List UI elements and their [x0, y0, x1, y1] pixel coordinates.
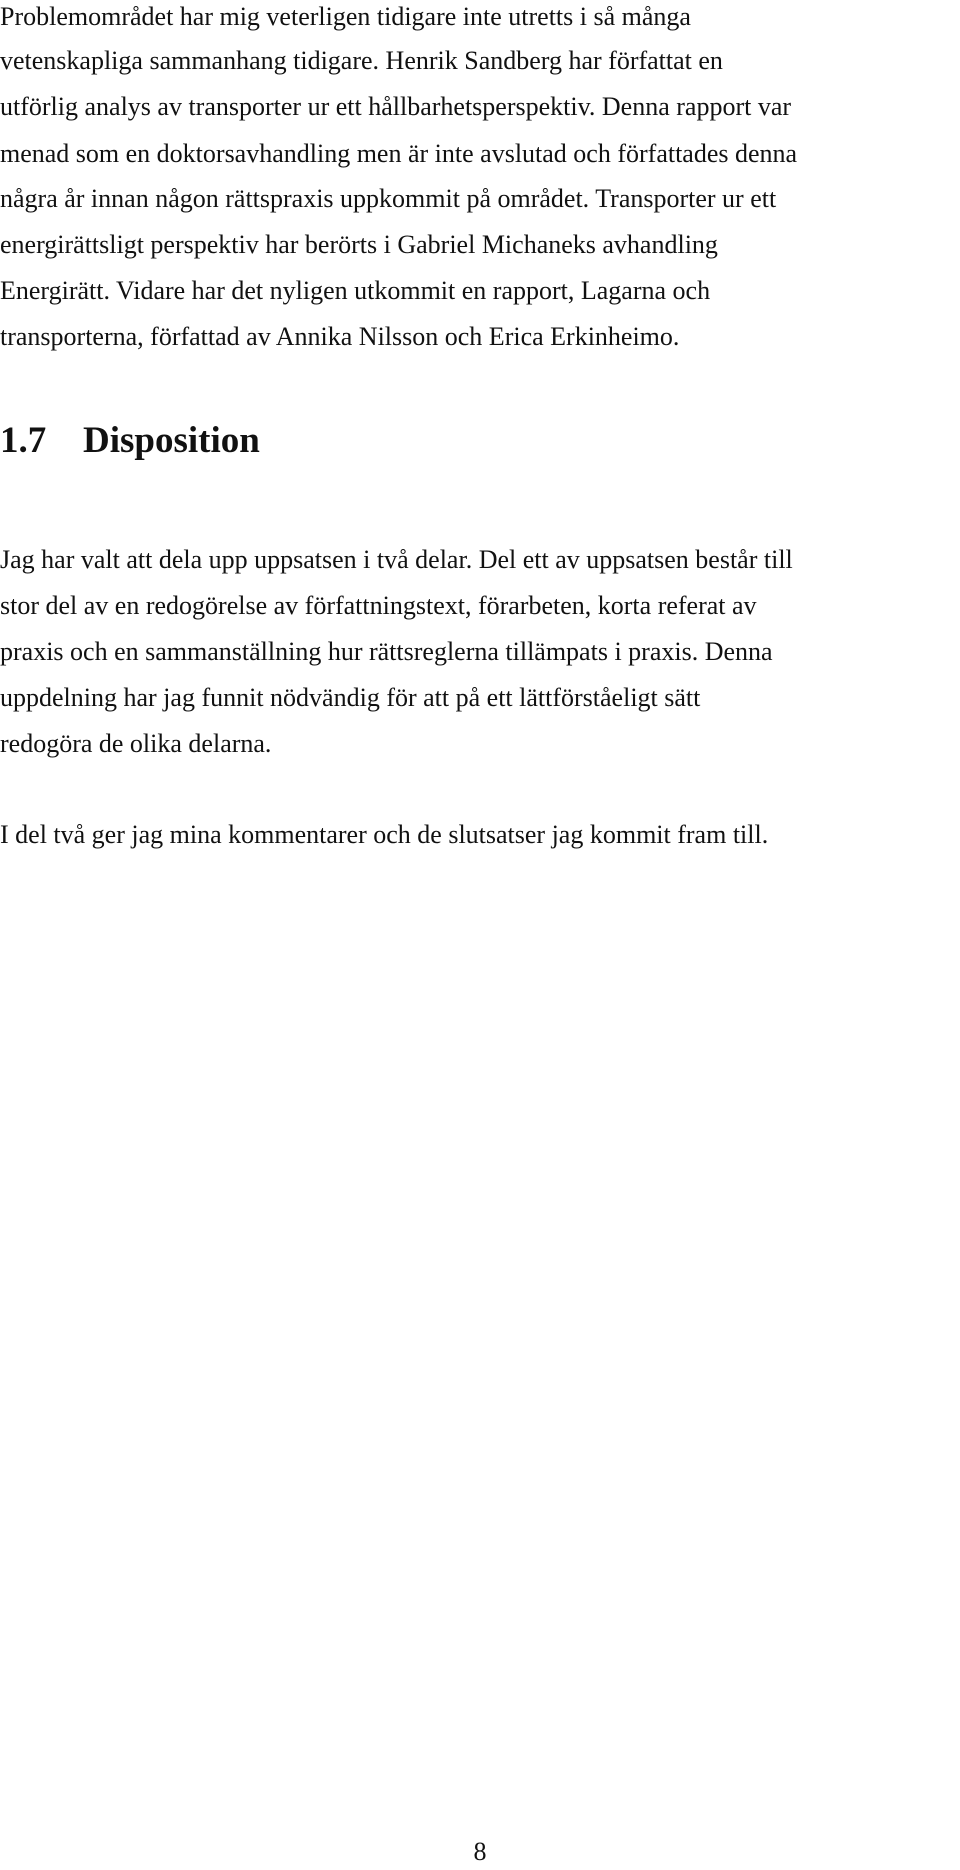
text-line: menad som en doktorsavhandling men är inte avslutad och författades denna [0, 139, 798, 168]
text-line: energirättsligt perspektiv har berörts i Gabriel Michaneks avhandling [0, 230, 718, 259]
text-line: några år innan någon rättspraxis uppkommit på området. Transporter ur ett [0, 184, 777, 213]
text-line: I del två ger jag mina kommentarer och de slutsatser jag kommit fram till. [0, 820, 769, 849]
text-line: uppdelning har jag funnit nödvändig för att på ett lättförståeligt sätt [0, 683, 701, 712]
section-heading [0, 420, 260, 462]
text-line: vetenskapliga sammanhang tidigare. Henrik Sandberg har författat en [0, 46, 723, 75]
text-line: Problemområdet har mig veterligen tidigare inte utretts i så många [0, 2, 691, 31]
text-line: transporterna, författad av Annika Nilsson och Erica Erkinheimo. [0, 322, 680, 351]
page-number: 8 [473, 1837, 487, 1866]
text-line: utförlig analys av transporter ur ett hållbarhetsperspektiv. Denna rapport var [0, 92, 792, 121]
section-title: Disposition [83, 420, 260, 461]
text-line: redogöra de olika delarna. [0, 729, 272, 758]
text-line: Energirätt. Vidare har det nyligen utkommit en rapport, Lagarna och [0, 276, 711, 305]
text-line: Jag har valt att dela upp uppsatsen i två delar. Del ett av uppsatsen består till [0, 545, 793, 574]
section-number: 1.7 [0, 420, 47, 461]
text-line: stor del av en redogörelse av författningstext, förarbeten, korta referat av [0, 591, 757, 620]
text-line: praxis och en sammanställning hur rättsreglerna tillämpats i praxis. Denna [0, 637, 773, 666]
